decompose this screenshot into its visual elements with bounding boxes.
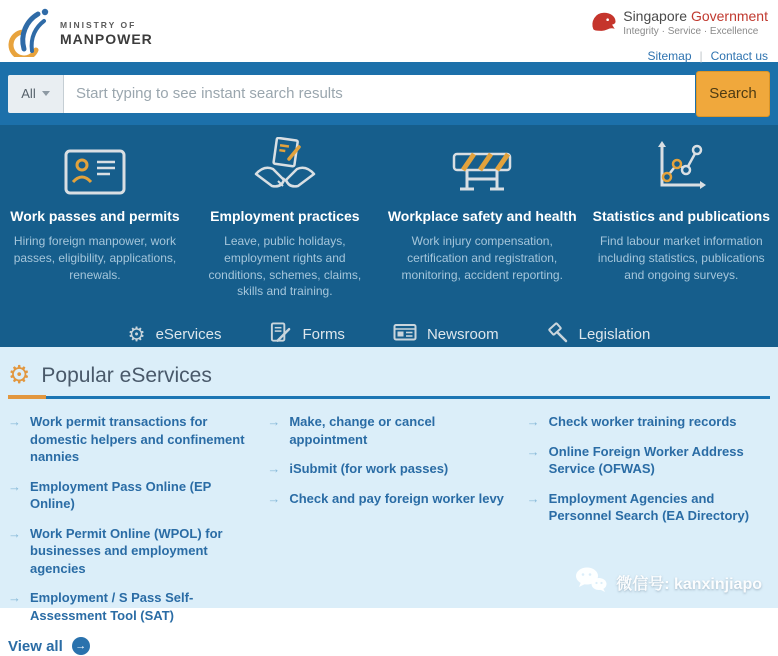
- arrow-icon: →: [8, 414, 21, 429]
- eservice-link[interactable]: [8, 478, 251, 513]
- mom-swoosh-icon: [8, 5, 52, 62]
- singapore-government-logo: [590, 9, 768, 41]
- header-links: [647, 49, 768, 63]
- card-description: Leave, public holidays, employment rights and conditions, schemes, claims, skills and training.: [208, 234, 362, 299]
- quick-links-row: [0, 321, 778, 348]
- links-column-2: [267, 413, 510, 624]
- eservice-link[interactable]: [267, 413, 510, 448]
- divider-orange-segment: [8, 395, 46, 399]
- chart-icon: [593, 137, 770, 195]
- barrier-icon: [388, 137, 577, 195]
- government-name: [623, 9, 768, 24]
- category-section: [0, 125, 778, 347]
- card-title: Workplace safety and health: [387, 208, 577, 224]
- legislation-link[interactable]: [547, 322, 651, 348]
- newsroom-link[interactable]: [393, 322, 499, 347]
- arrow-icon: →: [267, 461, 281, 477]
- link-label: Employment Pass Online (EP Online): [30, 478, 212, 512]
- card-workplace-safety[interactable]: [380, 137, 585, 300]
- card-statistics[interactable]: [585, 137, 778, 300]
- government-name-red: Government: [690, 8, 768, 24]
- card-title: Employment practices: [210, 208, 360, 224]
- arrow-icon: →: [8, 590, 21, 606]
- watermark-text: 微信号: kanxinjiapo: [616, 575, 762, 593]
- eservice-link[interactable]: [267, 490, 510, 508]
- card-work-passes[interactable]: [0, 137, 190, 300]
- wechat-icon: [575, 566, 607, 598]
- government-name-black: Singapore: [623, 8, 691, 24]
- lion-head-icon: [590, 9, 616, 41]
- quick-link-label: Forms: [302, 326, 345, 344]
- category-cards: [0, 137, 778, 300]
- view-all-label: View all: [8, 637, 63, 655]
- chevron-down-icon: [42, 91, 50, 96]
- eservice-link[interactable]: [527, 413, 770, 431]
- link-label: Check worker training records: [548, 414, 737, 429]
- eservice-link[interactable]: [8, 413, 251, 466]
- card-description: Hiring foreign manpower, work passes, eligibility, applications, renewals.: [13, 234, 177, 282]
- arrow-icon: →: [526, 414, 540, 429]
- section-divider: [8, 395, 770, 399]
- gear-icon: ⚙: [127, 323, 146, 346]
- eservice-link[interactable]: [267, 460, 510, 478]
- eservice-link[interactable]: [527, 490, 770, 525]
- link-label: Employment / S Pass Self-Assessment Tool (SAT): [30, 590, 194, 623]
- mom-logo-line2: MANPOWER: [60, 30, 153, 47]
- links-column-1: [8, 413, 251, 624]
- handshake-icon: [198, 137, 372, 195]
- card-description: Find labour market information including statistics, publications and ongoing surveys.: [597, 234, 765, 282]
- search-filter-label: All: [21, 86, 36, 101]
- arrow-icon: →: [75, 640, 87, 653]
- arrow-icon: →: [267, 490, 281, 506]
- sitemap-link[interactable]: Sitemap: [647, 49, 692, 63]
- divider-blue-segment: [46, 396, 770, 399]
- card-title: Work passes and permits: [10, 208, 180, 224]
- eservice-link[interactable]: [527, 443, 770, 478]
- card-title: Statistics and publications: [592, 208, 770, 224]
- government-tagline: Integrity · Service · Excellence: [623, 26, 759, 37]
- government-text: [623, 9, 768, 37]
- gavel-icon: [547, 322, 569, 348]
- link-label: Make, change or cancel appointment: [289, 414, 436, 447]
- arrow-icon: →: [267, 414, 281, 429]
- forms-link[interactable]: [269, 321, 345, 348]
- search-bar: [8, 71, 770, 117]
- popular-header: [8, 363, 770, 388]
- search-filter-dropdown[interactable]: [8, 75, 64, 113]
- link-label: Work Permit Online (WPOL) for businesses and employment agencies: [30, 525, 223, 576]
- page-header: [0, 0, 778, 62]
- arrow-icon: →: [8, 478, 21, 494]
- view-all-link[interactable]: [8, 637, 90, 655]
- section-title: Popular eServices: [41, 363, 212, 387]
- search-band: [0, 62, 778, 125]
- contact-us-link[interactable]: Contact us: [710, 49, 768, 63]
- quick-link-label: Newsroom: [426, 326, 499, 344]
- arrow-icon: →: [8, 525, 21, 541]
- search-button[interactable]: Search: [696, 71, 770, 117]
- wechat-watermark: [575, 566, 762, 598]
- link-label: Work permit transactions for domestic helpers and confinement nannies: [30, 414, 245, 465]
- mom-logo-line1: MINISTRY OF: [60, 19, 137, 30]
- link-label: Employment Agencies and Personnel Search (EA Directory): [548, 490, 750, 524]
- quick-link-label: eServices: [155, 326, 222, 344]
- header-right: [590, 0, 768, 62]
- eservice-link[interactable]: [8, 589, 251, 624]
- quick-link-label: Legislation: [578, 326, 651, 344]
- mom-logo[interactable]: [8, 4, 153, 62]
- search-input[interactable]: [64, 75, 695, 113]
- id-card-icon: [8, 137, 182, 195]
- card-description: Work injury compensation, certification and registration, monitoring, accident reporting.: [401, 234, 563, 282]
- popular-eservices-section: [0, 347, 778, 655]
- gear-icon: ⚙: [8, 361, 31, 389]
- link-divider: |: [699, 49, 703, 63]
- mom-logo-text: [60, 20, 153, 47]
- link-label: Check and pay foreign worker levy: [289, 490, 504, 506]
- eservices-link[interactable]: [128, 325, 222, 345]
- arrow-icon: →: [526, 443, 540, 459]
- arrow-icon: →: [526, 490, 540, 506]
- arrow-circle-icon: [72, 637, 90, 655]
- newspaper-icon: [393, 322, 417, 347]
- link-label: Online Foreign Worker Address Service (OFWAS): [548, 443, 744, 477]
- link-label: iSubmit (for work passes): [289, 461, 449, 477]
- form-icon: [269, 321, 292, 348]
- eservice-link[interactable]: [8, 525, 251, 578]
- card-employment-practices[interactable]: [190, 137, 380, 300]
